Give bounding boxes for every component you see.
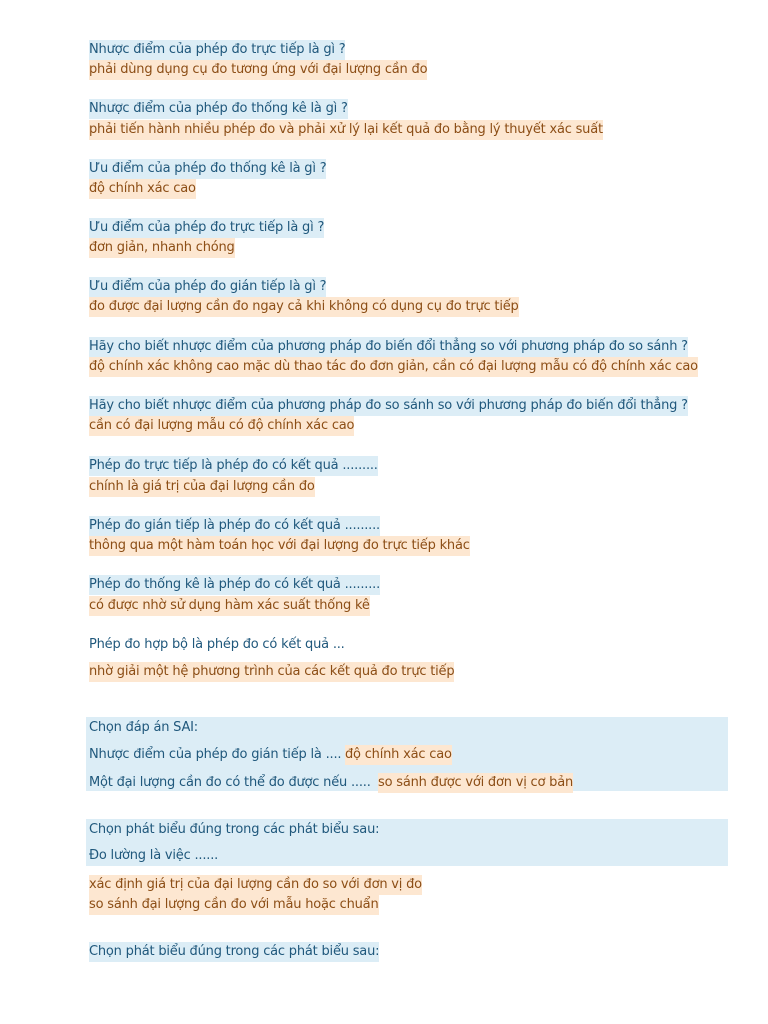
answer-text: độ chính xác cao [345,745,452,765]
question-text: Hãy cho biết nhược điểm của phương pháp đo so sánh so với phương pháp đo biến đổi thẳng ? [89,396,688,416]
answer-text: chính là giá trị của đại lượng cần đo [89,477,315,497]
question-text: Ưu điểm của phép đo gián tiếp là gì ? [89,277,326,297]
answer-text: đơn giản, nhanh chóng [89,238,235,258]
answer-text: so sánh đại lượng cần đo với mẫu hoặc chuẩn [89,895,379,915]
answer-text: độ chính xác không cao mặc dù thao tác đo đơn giản, cần có đại lượng mẫu có độ chính xác cao [89,357,698,377]
question-text: Hãy cho biết nhược điểm của phương pháp đo biến đổi thẳng so với phương pháp đo so sánh ? [89,337,688,357]
answer-text: đo được đại lượng cần đo ngay cả khi không có dụng cụ đo trực tiếp [89,297,519,317]
block-title: Chọn phát biểu đúng trong các phát biểu sau: [89,822,380,837]
answer-text: xác định giá trị của đại lượng cần đo so với đơn vị đo [89,875,422,895]
question-text: Một đại lượng cần đo có thể đo được nếu ..... [89,775,371,790]
question-text: Phép đo thống kê là phép đo có kết quả ......... [89,575,380,595]
answer-text: thông qua một hàm toán học với đại lượng đo trực tiếp khác [89,536,470,556]
answer-text: nhờ giải một hệ phương trình của các kết quả đo trực tiếp [89,662,454,682]
answer-text: phải dùng dụng cụ đo tương ứng với đại lượng cần đo [89,60,427,80]
answer-text: có được nhờ sử dụng hàm xác suất thống kê [89,596,370,616]
question-text: Ưu điểm của phép đo trực tiếp là gì ? [89,218,324,238]
answer-text: cần có đại lượng mẫu có độ chính xác cao [89,416,354,436]
question-text: Phép đo trực tiếp là phép đo có kết quả ......... [89,456,378,476]
block-title: Chọn phát biểu đúng trong các phát biểu sau: [89,942,379,962]
question-text: Ưu điểm của phép đo thống kê là gì ? [89,159,326,179]
question-text: Nhược điểm của phép đo trực tiếp là gì ? [89,40,345,60]
question-text: Nhược điểm của phép đo gián tiếp là .... [89,747,342,762]
question-text: Phép đo gián tiếp là phép đo có kết quả ......... [89,516,380,536]
answer-text: so sánh được với đơn vị cơ bản [378,773,573,793]
question-text: Nhược điểm của phép đo thống kê là gì ? [89,99,348,119]
answer-text: độ chính xác cao [89,179,196,199]
block-title: Chọn đáp án SAI: [89,720,198,735]
answer-text: phải tiến hành nhiều phép đo và phải xử lý lại kết quả đo bằng lý thuyết xác suất [89,120,603,140]
question-text: Đo lường là việc ...... [89,848,219,863]
question-text: Phép đo hợp bộ là phép đo có kết quả ... [89,637,345,652]
